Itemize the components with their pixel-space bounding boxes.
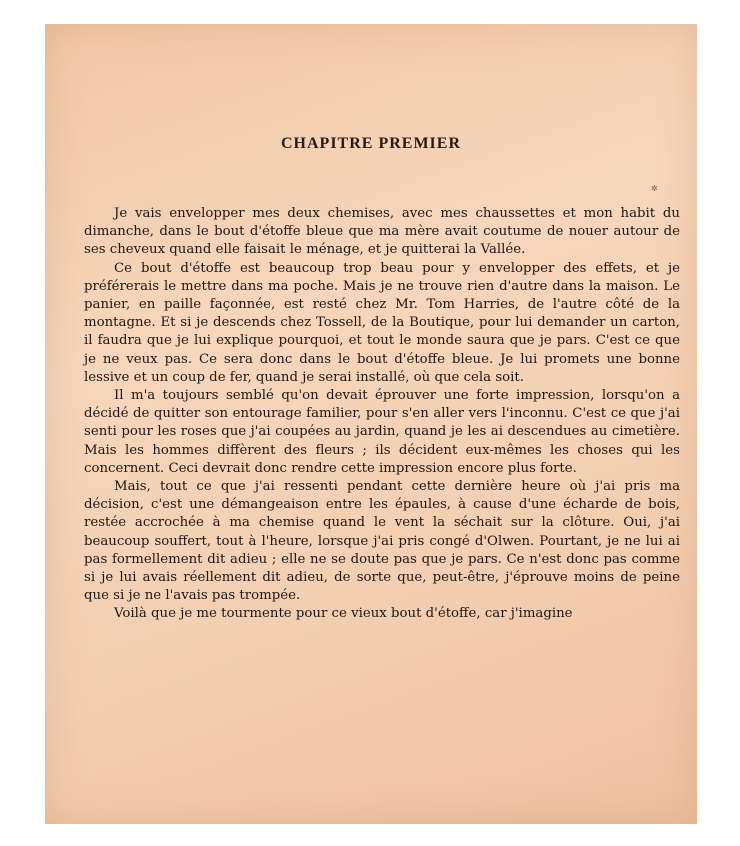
ink-speck: ✲ xyxy=(651,184,658,193)
chapter-body xyxy=(84,205,680,624)
book-page xyxy=(45,24,697,824)
paragraph: Je vais envelopper mes deux chemises, avec mes chaussettes et mon habit du dimanche, dans le bout d'étoffe bleue que ma mère avait coutume de nouer autour de ses cheveux quand elle faisait le ménage, et je quitterai la Vallée. xyxy=(84,206,680,258)
paragraph: Mais, tout ce que j'ai ressenti pendant cette dernière heure où j'ai pris ma décision, c'est une démangeaison entre les épaules, à cause d'une écharde de bois, restée accrochée à ma chemise quand le vent la séchait sur la clôture. Oui, j'ai beaucoup souffert, tout à l'heure, lorsque j'ai pris congé d'Olwen. Pourtant, je ne lui ai pas formellement dit adieu ; elle ne se doute pas que je pars. Ce n'est donc pas comme si je lui avais réellement dit adieu, de sorte que, peut-être, j'éprouve moins de peine que si je ne l'avais pas trompée. xyxy=(84,479,680,604)
chapter-title: CHAPITRE PREMIER xyxy=(280,135,461,152)
paragraph: Voilà que je me tourmente pour ce vieux bout d'étoffe, car j'imagine xyxy=(114,606,573,622)
paragraph: Ce bout d'étoffe est beaucoup trop beau pour y envelopper des effets, et je préférerais le mettre dans ma poche. Mais je ne trouve rien d'autre dans la maison. Le panier, en paille façonnée, est resté chez Mr. Tom Harries, de l'autre côté de la montagne. Et si je descends chez Tossell, de la Boutique, pour lui demander un carton, il faudra que je lui explique pourquoi, et tout le monde saura que je pars. C'est ce que je ne veux pas. Ce sera donc dans le bout d'étoffe bleue. Je lui promets une bonne lessive et un coup de fer, quand je serai installé, où que cela soit. xyxy=(84,260,680,385)
paragraph: Il m'a toujours semblé qu'on devait éprouver une forte impression, lorsqu'on a décidé de quitter son entourage familier, pour s'en aller vers l'inconnu. C'est ce que j'ai senti pour les roses que j'ai coupées au jardin, quand je les ai descendues au cimetière. Mais les hommes diffèrent des fleurs ; ils décident eux-mêmes les choses qui les concernent. Ceci devrait donc rendre cette impression encore plus forte. xyxy=(84,388,680,476)
